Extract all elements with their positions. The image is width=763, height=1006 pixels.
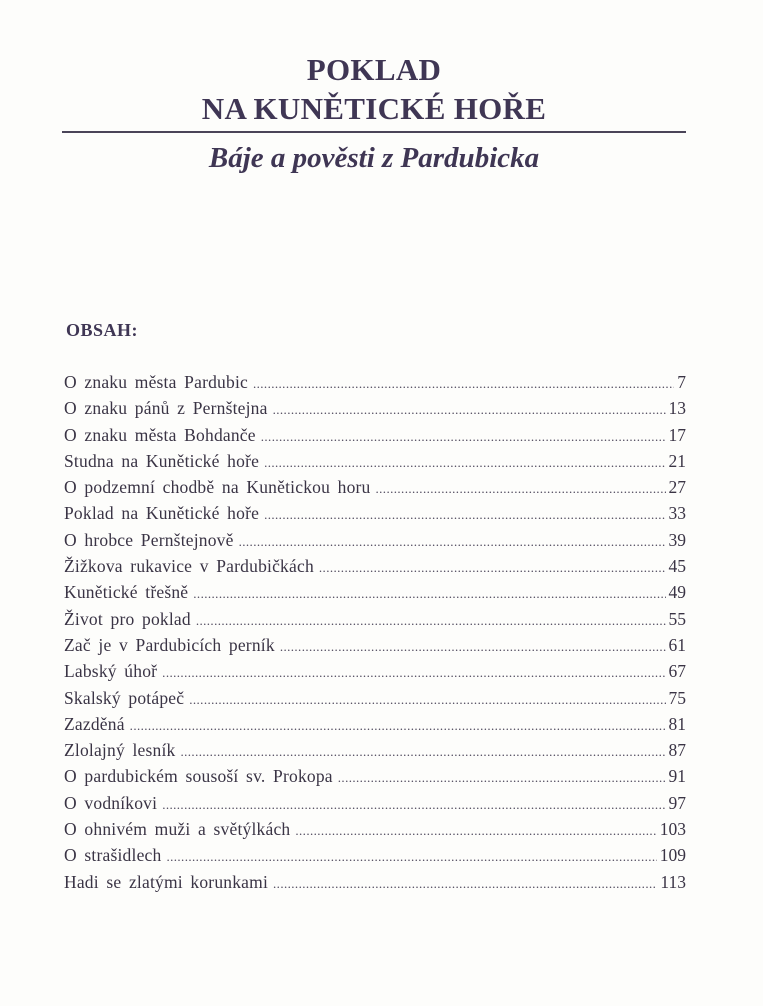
toc-entry-title: O znaku města Bohdanče — [64, 424, 256, 445]
toc-entry-page-number: 87 — [668, 740, 686, 761]
toc-entry-page-number: 7 — [677, 372, 686, 392]
toc-entry-page-number: 17 — [668, 424, 686, 445]
toc-entry-title: O vodníkovi — [64, 792, 158, 813]
toc-leader-dots — [264, 450, 665, 476]
toc-entry — [64, 763, 686, 789]
toc-entry-title: Život pro poklad — [64, 608, 191, 629]
toc-entry-title: O podzemní chodbě na Kunětickou horu — [64, 477, 371, 498]
toc-entry-page-number: 21 — [668, 450, 686, 471]
toc-leader-dots — [193, 581, 665, 607]
toc-entry-title: Zač je v Pardubicích perník — [64, 634, 275, 655]
toc-leader-dots — [166, 844, 656, 870]
toc-leader-dots — [261, 424, 666, 450]
toc-entry-page-number: 103 — [659, 819, 686, 840]
toc-entry — [64, 395, 686, 421]
toc-entry-title: Hadi se zlatými korunkami — [64, 871, 269, 892]
title-divider — [62, 131, 686, 133]
toc-leader-dots — [180, 739, 665, 765]
toc-entry — [64, 869, 686, 895]
toc-leader-dots — [338, 765, 666, 791]
toc-leader-dots — [280, 634, 666, 660]
toc-entry — [64, 816, 686, 842]
toc-entry-page-number: 49 — [668, 582, 686, 603]
toc-entry — [64, 448, 686, 474]
toc-entry — [64, 711, 686, 737]
toc-entry-title: O pardubickém sousoší sv. Prokopa — [64, 766, 333, 787]
toc-entry-title: Labský úhoř — [64, 661, 158, 682]
toc-leader-dots — [376, 476, 666, 502]
book-title-line-2: NA KUNĚTICKÉ HOŘE — [201, 91, 547, 126]
toc-entry-title: O hrobce Pernštejnově — [64, 529, 234, 550]
toc-entry-page-number: 75 — [668, 687, 686, 708]
toc-leader-dots — [239, 529, 666, 555]
toc-entry-page-number: 97 — [668, 792, 686, 813]
book-title-line-1: POKLAD — [306, 52, 442, 87]
toc-entry — [64, 474, 686, 500]
toc-entry-page-number: 13 — [668, 398, 686, 419]
toc-entry-title: Poklad na Kunětické hoře — [64, 503, 260, 524]
toc-leader-dots — [162, 660, 665, 686]
toc-entry-page-number: 109 — [659, 845, 686, 866]
toc-leader-dots — [273, 397, 666, 423]
toc-entry-title: Skalský potápeč — [64, 687, 185, 708]
toc-entry — [64, 658, 686, 684]
toc-entry — [64, 685, 686, 711]
toc-entry-page-number: 45 — [668, 556, 686, 577]
toc-entry-page-number: 91 — [668, 766, 686, 787]
toc-leader-dots — [130, 713, 666, 739]
toc-entry-page-number: 55 — [668, 608, 686, 629]
table-of-contents — [64, 369, 686, 895]
toc-entry — [64, 579, 686, 605]
toc-leader-dots — [295, 818, 656, 844]
toc-entry-title: O znaku města Pardubic — [64, 372, 248, 392]
toc-entry-page-number: 113 — [660, 871, 686, 892]
toc-entry — [64, 553, 686, 579]
toc-entry-title: O strašidlech — [64, 845, 162, 866]
toc-entry-title: O znaku pánů z Pernštejna — [64, 398, 268, 419]
toc-entry-title: Zlolajný lesník — [64, 740, 176, 761]
toc-entry — [64, 422, 686, 448]
toc-leader-dots — [273, 871, 657, 897]
toc-entry-title: O ohnivém muži a světýlkách — [64, 819, 291, 840]
toc-leader-dots — [189, 687, 665, 713]
toc-entry-title: Kunětické třešně — [64, 582, 189, 603]
toc-entry-page-number: 33 — [668, 503, 686, 524]
toc-entry — [64, 527, 686, 553]
toc-leader-dots — [264, 502, 665, 528]
toc-entry — [64, 790, 686, 816]
toc-leader-dots — [253, 371, 674, 397]
toc-entry-page-number: 81 — [668, 713, 686, 734]
toc-entry-page-number: 39 — [668, 529, 686, 550]
toc-entry-title: Studna na Kunětické hoře — [64, 450, 260, 471]
toc-entry — [64, 606, 686, 632]
toc-leader-dots — [196, 608, 666, 634]
toc-entry — [64, 369, 686, 395]
toc-leader-dots — [319, 555, 666, 581]
toc-entry — [64, 737, 686, 763]
book-subtitle: Báje a pověsti z Pardubicka — [208, 142, 540, 174]
toc-leader-dots — [162, 792, 665, 818]
toc-entry-page-number: 27 — [668, 477, 686, 498]
toc-entry-title: Žižkova rukavice v Pardubičkách — [64, 556, 314, 577]
toc-entry — [64, 842, 686, 868]
toc-entry-title: Zazděná — [64, 713, 125, 734]
toc-heading: OBSAH: — [66, 320, 139, 340]
toc-entry-page-number: 67 — [668, 661, 686, 682]
toc-entry — [64, 500, 686, 526]
toc-entry-page-number: 61 — [668, 634, 686, 655]
toc-entry — [64, 632, 686, 658]
